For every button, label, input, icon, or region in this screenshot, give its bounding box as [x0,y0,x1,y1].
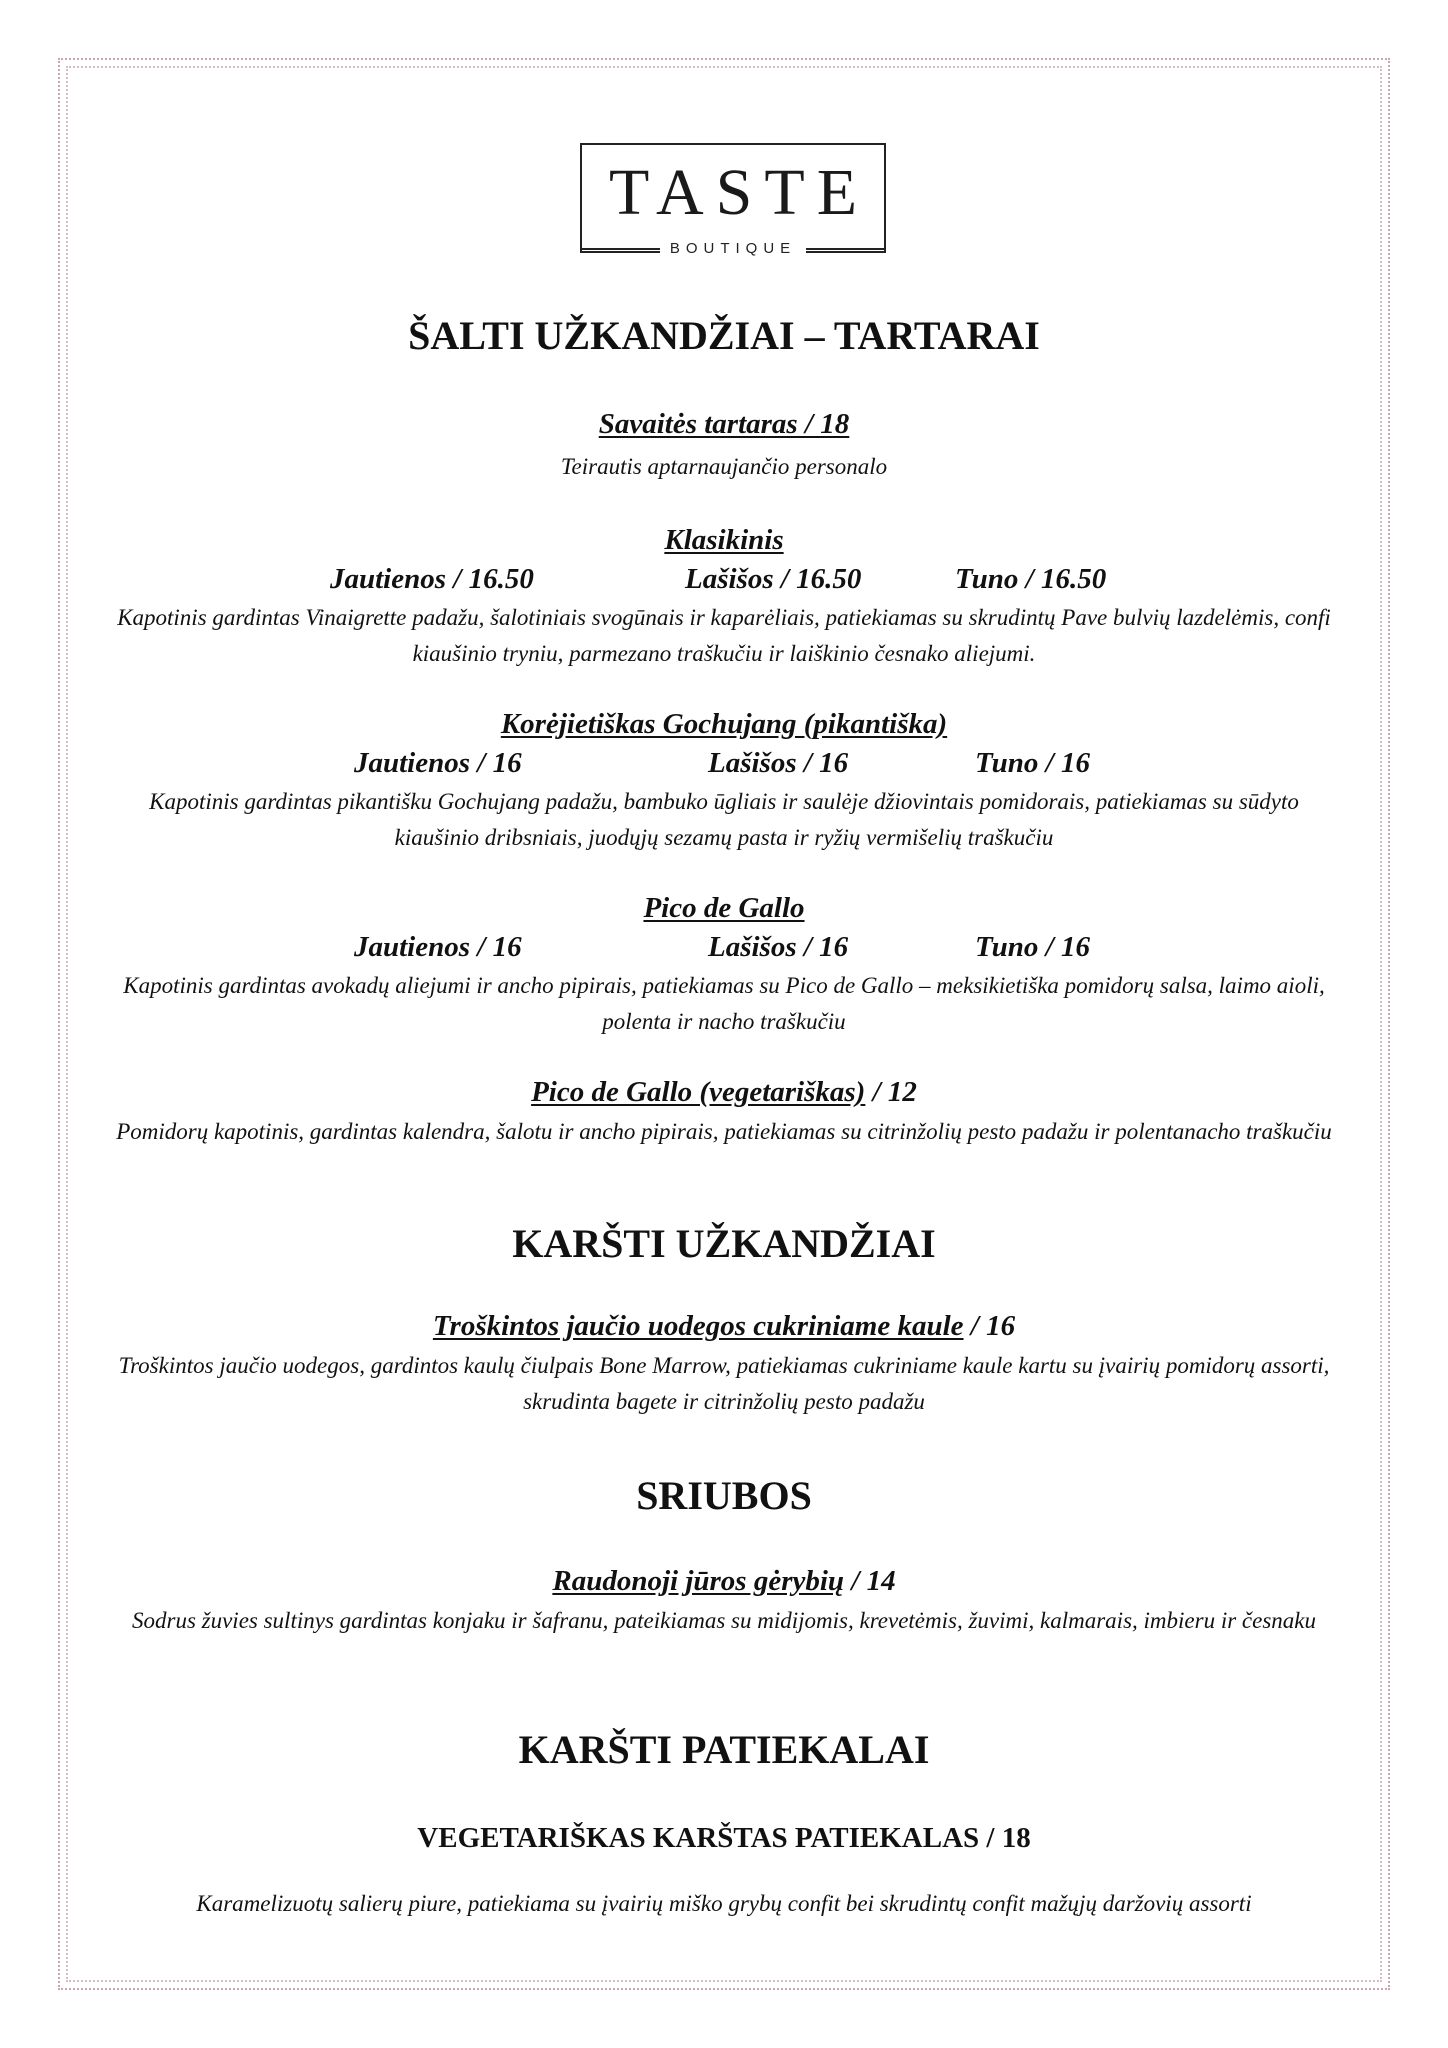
section-title-mains: KARŠTI PATIEKALAI [518,1727,930,1772]
item-desc: Sodrus žuvies sultinys gardintas konjaku ir šafranu, pateikiamas su midijomis, krevetėmis, žuvimi, kalmarais, imbieru ir česnaku [132,1608,1316,1633]
item-price: / 12 [865,1076,917,1108]
variant-tuna: Tuno / 16.50 [955,563,1107,595]
item-name: Korėjietiškas Gochujang (pikantiška) [500,708,948,740]
item-classic [0,524,1448,557]
item-name: Pico de Gallo [643,892,805,924]
item-name: Klasikinis [664,524,784,556]
item-seafood-soup [0,1565,1448,1598]
section-title-hot-starters: KARŠTI UŽKANDŽIAI [512,1221,936,1266]
variant-tuna: Tuno / 16 [975,931,1090,963]
taste-boutique-logo [580,143,886,257]
item-price: / 14 [844,1565,896,1597]
item-oxtail [0,1310,1448,1343]
variants-korean [0,747,1448,783]
logo-main-text: TASTE [608,156,870,229]
item-desc: Troškintos jaučio uodegos, gardintos kaulų čiulpais Bone Marrow, patiekiamas cukriniame kaule kartu su įvairių pomidorų assorti, skrudinta bagete ir citrinžolių pesto padažu [118,1353,1330,1414]
variant-beef: Jautienos / 16 [354,931,522,963]
item-pico [0,892,1448,925]
item-name: Pico de Gallo (vegetariškas) [531,1076,866,1108]
item-weekly-tartare [0,408,1448,441]
item-name: Raudonoji jūros gėrybių [552,1565,845,1597]
item-korean [0,708,1448,741]
variant-salmon: Lašišos / 16 [708,931,849,963]
item-desc: Kapotinis gardintas avokadų aliejumi ir ancho pipirais, patiekiamas su Pico de Gallo – meksikietiška pomidorų salsa, laimo aioli, polenta ir nacho traškučiu [123,973,1325,1034]
item-desc: Kapotinis gardintas pikantišku Gochujang padažu, bambuko ūgliais ir saulėje džiovintais pomidorais, patiekiamas su sūdyto kiaušinio dribsniais, juodųjų sezamų pasta ir ryžių vermišelių traškučiu [149,789,1299,850]
item-name: Savaitės tartaras / 18 [598,408,850,440]
variant-salmon: Lašišos / 16 [708,747,849,779]
item-desc: Pomidorų kapotinis, gardintas kalendra, šalotu ir ancho pipirais, patiekiamas su citrinžolių pesto padažu ir polentanacho traškučiu [116,1119,1332,1144]
variant-salmon: Lašišos / 16.50 [685,563,862,595]
item-name: Troškintos jaučio uodegos cukriniame kaule [432,1310,964,1342]
variant-beef: Jautienos / 16.50 [330,563,534,595]
logo-sub-text: BOUTIQUE [660,240,806,257]
variant-beef: Jautienos / 16 [354,747,522,779]
section-title-soups: SRIUBOS [636,1473,812,1518]
item-veg-main: VEGETARIŠKAS KARŠTAS PATIEKALAS / 18 [417,1822,1031,1854]
item-desc: Teirautis aptarnaujančio personalo [560,454,888,479]
section-title-cold: ŠALTI UŽKANDŽIAI – TARTARAI [408,313,1040,358]
variant-tuna: Tuno / 16 [975,747,1090,779]
item-desc: Karamelizuotų salierų piure, patiekiama su įvairių miško grybų confit bei skrudintų confit mažųjų daržovių assorti [196,1891,1252,1916]
item-desc: Kapotinis gardintas Vinaigrette padažu, šalotiniais svogūnais ir kaparėliais, patiekiamas su skrudintų Pave bulvių lazdelėmis, confi kiaušinio tryniu, parmezano traškučiu ir laiškinio česnako aliejumi. [117,605,1331,666]
variants-pico [0,931,1448,967]
item-price: / 16 [963,1310,1016,1342]
variants-classic [0,563,1448,599]
item-pico-veg [0,1076,1448,1109]
